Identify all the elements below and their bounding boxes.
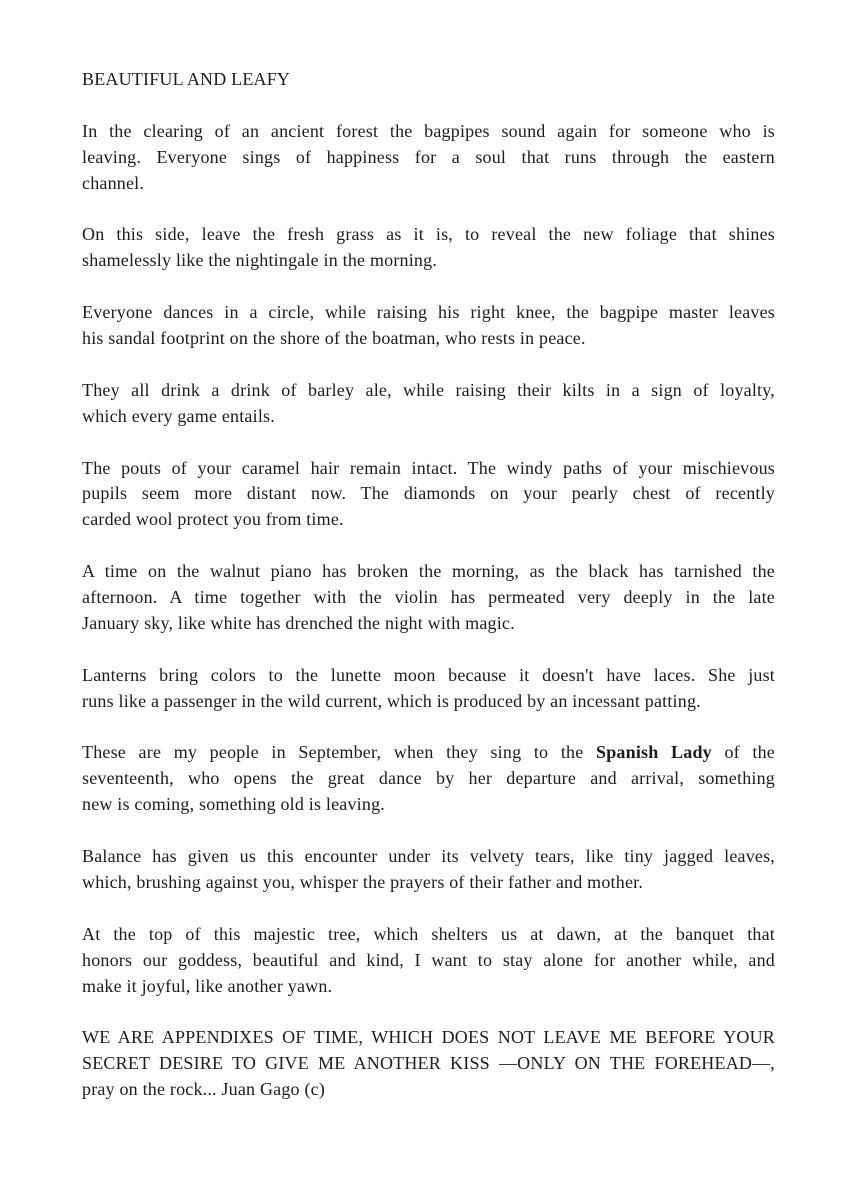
paragraph [82, 922, 775, 1000]
text-line: On this side, leave the fresh grass as it is, to reveal the new foliage that shines [82, 224, 775, 245]
text-line: his sandal footprint on the shore of the boatman, who rests in peace. [82, 328, 586, 349]
paragraph [82, 378, 775, 430]
text-line [82, 740, 775, 766]
text-line: In the clearing of an ancient forest the bagpipes sound again for someone who is [82, 120, 775, 141]
text-line: channel. [82, 172, 145, 193]
paragraph [82, 559, 775, 637]
paragraph [82, 300, 775, 352]
text-line: WE ARE APPENDIXES OF TIME, WHICH DOES NOT LEAVE ME BEFORE YOUR [82, 1027, 775, 1048]
emphasis-spanish-lady: Spanish Lady [596, 742, 712, 763]
text-line: At the top of this majestic tree, which shelters us at dawn, at the banquet that [82, 923, 775, 944]
text-line: SECRET DESIRE TO GIVE ME ANOTHER KISS —ONLY ON THE FOREHEAD—, [82, 1053, 775, 1074]
text-line: The pouts of your caramel hair remain intact. The windy paths of your mischievous [82, 457, 775, 478]
text-segment: These are my people in September, when they sing to the [82, 742, 584, 763]
paragraph [82, 222, 775, 274]
text-line: Balance has given us this encounter under its velvety tears, like tiny jagged leaves, [82, 846, 775, 867]
text-line: afternoon. A time together with the violin has permeated very deeply in the late [82, 587, 775, 608]
text-line: which every game entails. [82, 405, 275, 426]
text-line: leaving. Everyone sings of happiness for a soul that runs through the eastern [82, 146, 775, 167]
text-line: runs like a passenger in the wild current, which is produced by an incessant patting. [82, 690, 701, 711]
document-body [82, 67, 775, 1129]
paragraph [82, 740, 775, 818]
signature-line: pray on the rock... Juan Gago (c) [82, 1079, 326, 1100]
text-line: which, brushing against you, whisper the prayers of their father and mother. [82, 871, 644, 892]
text-line: make it joyful, like another yawn. [82, 975, 333, 996]
text-line: A time on the walnut piano has broken the morning, as the black has tarnished the [82, 561, 775, 582]
paragraph [82, 119, 775, 197]
text-line: new is coming, something old is leaving. [82, 794, 385, 815]
paragraph [82, 1025, 775, 1103]
text-line: seventeenth, who opens the great dance by her departure and arrival, something [82, 768, 775, 789]
paragraph [82, 456, 775, 534]
text-line: pupils seem more distant now. The diamonds on your pearly chest of recently [82, 483, 775, 504]
text-line: honors our goddess, beautiful and kind, I want to stay alone for another while, and [82, 949, 775, 970]
text-line: They all drink a drink of barley ale, while raising their kilts in a sign of loyalty, [82, 379, 775, 400]
text-line: shamelessly like the nightingale in the morning. [82, 250, 438, 271]
page-title: BEAUTIFUL AND LEAFY [82, 69, 291, 89]
paragraph [82, 663, 775, 715]
text-line: January sky, like white has drenched the night with magic. [82, 612, 515, 633]
text-line: Everyone dances in a circle, while raising his right knee, the bagpipe master leaves [82, 302, 775, 323]
text-segment: of the [724, 742, 775, 763]
paragraph [82, 844, 775, 896]
text-line: Lanterns bring colors to the lunette moon because it doesn't have laces. She just [82, 664, 775, 685]
text-line: carded wool protect you from time. [82, 509, 344, 530]
